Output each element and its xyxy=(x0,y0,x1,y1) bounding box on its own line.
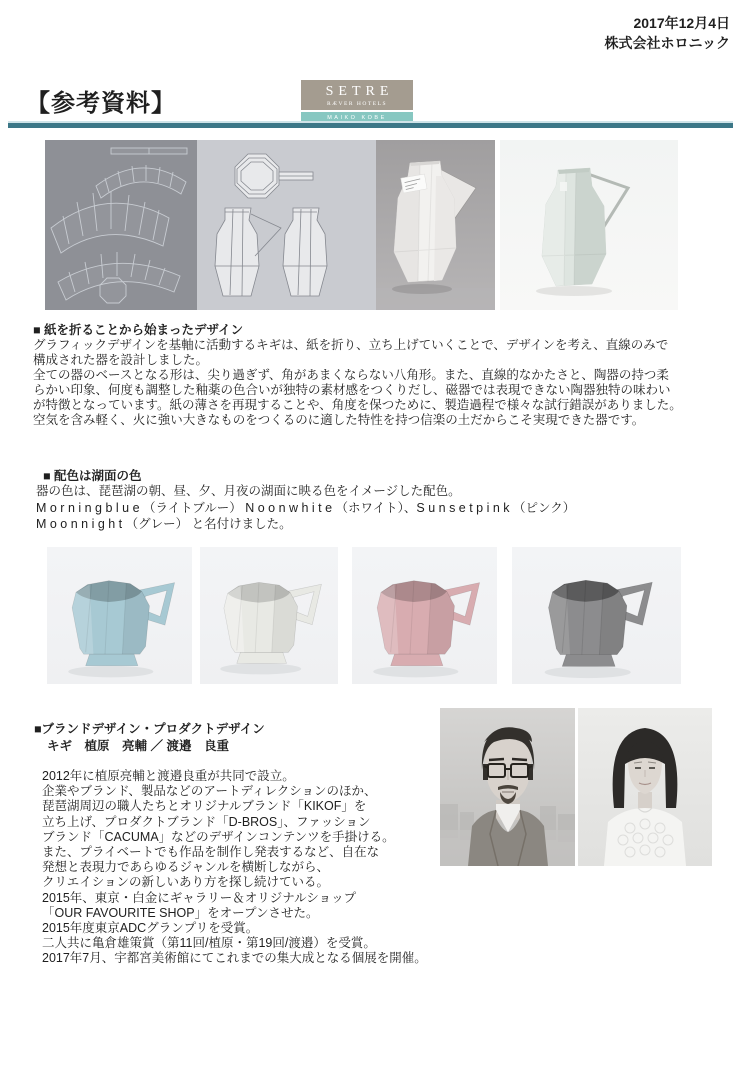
pitcher-line-drawing xyxy=(197,140,376,310)
profile-line: ブランド「CACUMA」などのデザインコンテンツを手掛ける。 xyxy=(42,829,395,844)
profile-line: 立ち上げ、プロダクトブランド「D-BROS」、ファッション xyxy=(42,814,371,829)
woman-portrait xyxy=(578,708,712,866)
design-line: が特徴となっています。紙の薄さを再現することや、角度を保つために、製造過程で様々な試行錯誤がありました。 xyxy=(33,398,682,412)
section-profile-heading: ■ブランドデザイン・プロダクトデザイン xyxy=(34,722,265,736)
setre-logo xyxy=(301,80,413,123)
mug-noon-white xyxy=(200,547,338,684)
profile-line: 2017年7月、宇都宮美術館にてこれまでの集大成となる個展を開催。 xyxy=(42,951,427,966)
design-line: 構成された器を設計しました。 xyxy=(33,353,209,367)
mug-photo-noon-white xyxy=(200,547,338,684)
profile-line: 企業やブランド、製品などのアートディレクションのほか、 xyxy=(42,784,377,799)
man-portrait xyxy=(440,708,575,866)
paper-model-photo xyxy=(376,140,495,310)
profile-line: 2012年に植原亮輔と渡邉良重が共同で設立。 xyxy=(42,769,295,783)
doc-date: 2017年12月4日 xyxy=(633,15,730,31)
mug-sunset-pink xyxy=(352,547,497,684)
page-title: 【参考資料】 xyxy=(26,90,176,117)
palette-line: 器の色は、琵琶湖の朝、昼、夕、月夜の湖面に映る色をイメージした配色。 xyxy=(36,484,461,498)
date-block xyxy=(605,13,730,54)
mug-morning-blue xyxy=(47,547,192,684)
header-divider xyxy=(8,121,733,128)
process-image-row xyxy=(45,140,678,310)
profile-line: 二人共に亀倉雄策賞（第11回/植原・第19回/渡邉）を受賞。 xyxy=(42,936,376,951)
profile-line: クリエイションの新しいあり方を探し続けている。 xyxy=(42,875,330,890)
ceramic-pitcher-photo xyxy=(500,140,678,310)
paper-model-pitcher xyxy=(376,140,495,310)
logo-location-band: MAIKO KOBE xyxy=(301,112,413,123)
section-profile-subheading: キギ 植原 亮輔 ／ 渡邉 良重 xyxy=(47,739,229,753)
paper-pattern-image xyxy=(45,140,197,310)
profile-line: 発想と表現力であらゆるジャンルを横断しながら、 xyxy=(42,860,329,875)
paper-pattern-drawing xyxy=(45,140,197,310)
section-profile-paragraph xyxy=(42,769,427,966)
profile-line: また、プライベートでも作品を制作し発表するなど、自在な xyxy=(42,844,380,859)
section-design-heading: ■ 紙を折ることから始まったデザイン xyxy=(33,323,244,337)
design-line: らかい印象、何度も調整した釉薬の色合いが独特の素材感をつくりだし、磁器では表現できない陶器独特の味わい xyxy=(33,383,671,397)
header-divider-dark-line xyxy=(8,123,733,128)
logo-subtitle: RÆVER HOTELS xyxy=(326,101,387,107)
logo-brand-name: SETRE xyxy=(325,84,394,99)
palette-line: M o r n i n g b l u e （ライトブルー） N o o n w h i t e （ホワイト）、S u n s e t p i n k （ピンク） xyxy=(36,500,576,515)
design-line: 空気を含み軽く、火に強い大きなものをつくるのに適した特性を持つ信楽の土だからこそ実現できた器です。 xyxy=(33,413,645,427)
section-design-paragraph xyxy=(33,338,682,428)
setre-logo-top xyxy=(301,80,413,110)
mug-photo-moon-night xyxy=(512,547,681,684)
mug-photo-morning-blue xyxy=(47,547,192,684)
profile-line: 琵琶湖周辺の職人たちとオリジナルブランド「KIKOF」を xyxy=(42,799,367,814)
section-palette-paragraph xyxy=(36,483,575,533)
profile-line: 2015年度東京ADCグランプリを受賞。 xyxy=(42,920,259,935)
doc-company: 株式会社ホロニック xyxy=(604,35,730,52)
design-line: グラフィックデザインを基軸に活動するキギは、紙を折り、立ち上げていくことで、デザインを考え、直線のみで xyxy=(33,338,669,352)
uehara-portrait-photo xyxy=(440,708,575,866)
ceramic-pitcher xyxy=(500,140,678,310)
section-palette-heading: ■ 配色は湖面の色 xyxy=(43,469,142,483)
mug-photo-sunset-pink xyxy=(352,547,497,684)
profile-line: 2015年、東京・白金にギャラリー＆オリジナルショップ xyxy=(42,890,357,905)
mug-moon-night xyxy=(512,547,681,684)
watanabe-portrait-photo xyxy=(578,708,712,866)
line-drawing-image xyxy=(197,140,376,310)
design-line: 全ての器のベースとなる形は、尖り過ぎず、角があまくならない八角形。また、直線的なかたさと、陶器の持つ柔 xyxy=(33,368,669,382)
profile-line: 「OUR FAVOURITE SHOP」をオープンさせた。 xyxy=(42,905,319,920)
palette-line: M o o n n i g h t （グレー） と名付けました。 xyxy=(36,517,292,531)
